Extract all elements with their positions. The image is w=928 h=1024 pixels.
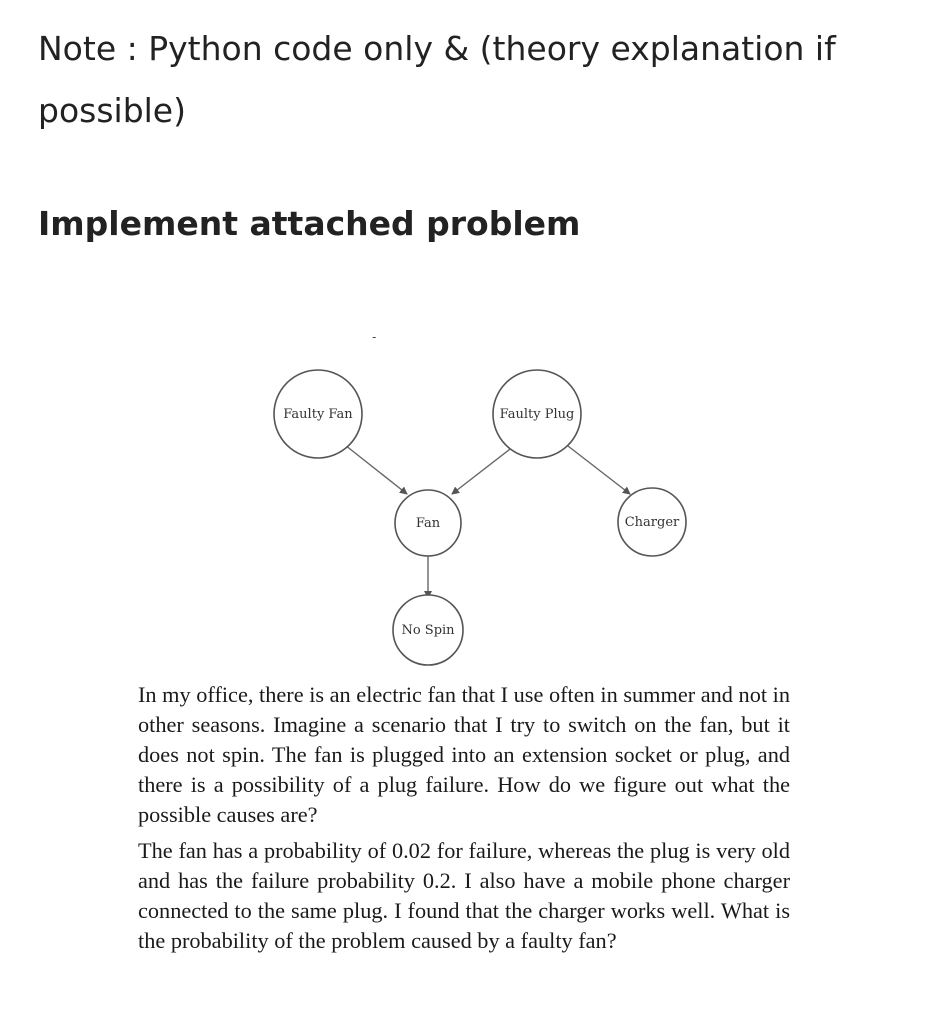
problem-statement xyxy=(138,680,790,956)
node-charger-label: Charger xyxy=(624,515,680,530)
problem-paragraph-1: In my office, there is an electric fan that I use often in summer and not in other seasons. Imagine a scenario that I try to switch on the fan, but it does not spin. The fan is plugged into an extension socket or plug, and there is a possibility of a plug failure. How do we figure out what the possible causes are? xyxy=(138,682,790,827)
note-text: Note : Python code only & (theory explanation if possible) xyxy=(38,29,836,130)
edge-faulty-fan-to-fan xyxy=(345,445,407,494)
node-charger xyxy=(618,488,686,556)
node-faulty-fan-label: Faulty Fan xyxy=(283,407,353,422)
node-no-spin-label: No Spin xyxy=(401,623,455,638)
edge-faulty-plug-to-fan xyxy=(452,446,514,494)
node-fan xyxy=(395,490,461,556)
stray-mark: - xyxy=(372,330,377,344)
node-no-spin xyxy=(393,595,463,665)
node-fan-label: Fan xyxy=(415,516,441,531)
node-faulty-plug xyxy=(493,370,581,458)
instruction-text: Implement attached problem xyxy=(38,204,581,243)
node-faulty-plug-label: Faulty Plug xyxy=(499,407,575,422)
node-faulty-fan xyxy=(274,370,362,458)
edge-faulty-plug-to-charger xyxy=(568,446,630,494)
problem-paragraph-2: The fan has a probability of 0.02 for failure, whereas the plug is very old and has the failure probability 0.2. I also have a mobile phone charger connected to the same plug. I found that the charger works well. What is the probability of the problem caused by a faulty fan? xyxy=(138,838,790,953)
